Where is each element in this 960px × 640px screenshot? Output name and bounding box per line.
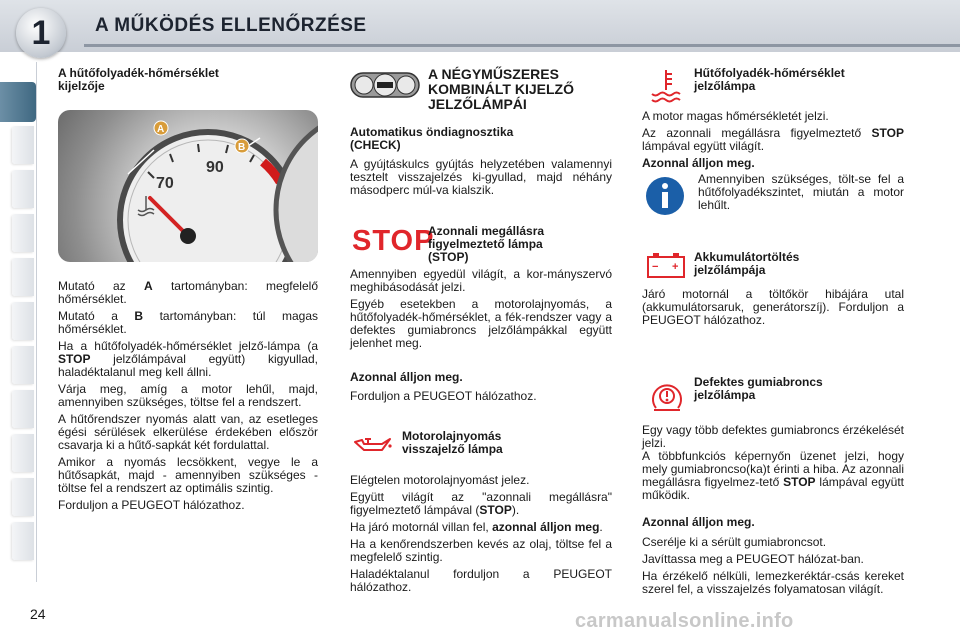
- paragraph: Egyéb esetekben a motorolajnyomás, a hűtőfolyadék-hőmérséklet, a fék-rendszer vagy a defektes gumiabroncs jelzőlámpákkal együtt jelenhet meg.: [350, 297, 612, 350]
- adjacent-gauge: [276, 110, 318, 262]
- battery-text: Járó motornál a töltőkör hibájára utal (akkumulátorsaruk, generátorszíj). Forduljon a PEUGEOT hálózathoz.: [642, 287, 904, 327]
- oil-can-icon: [352, 432, 392, 454]
- heading-line: Akkumulátortöltés: [694, 250, 800, 264]
- heading-line: Motorolajnyomás: [402, 429, 502, 443]
- flat-tyre-icon: [648, 378, 686, 414]
- chapter-tab[interactable]: [12, 258, 34, 296]
- paragraph: Ha érzékelő nélküli, lemezkeréktár-csás kereket szerel fel, a visszajelzés folyamatosan világít.: [642, 569, 904, 596]
- heading-line: Hűtőfolyadék-hőmérséklet: [694, 66, 845, 80]
- heading-line: (CHECK): [350, 138, 401, 152]
- paragraph: [350, 521, 612, 534]
- chapter-tab[interactable]: [12, 390, 34, 428]
- paragraph: Amennyiben egyedül világít, a kor-mányszervó meghibásodását jelzi.: [350, 267, 612, 294]
- chapter-tab[interactable]: [12, 302, 34, 340]
- paragraph: Cserélje ki a sérült gumiabroncsot.: [642, 535, 827, 549]
- check-text: A gyújtáskulcs gyújtás helyzetében valamennyi tesztelt visszajelzés ki-gyullad, majd néhány másodperc múl-va kialszik.: [350, 157, 612, 197]
- chapter-tab[interactable]: [12, 478, 34, 516]
- stop-now-heading: Azonnal álljon meg.: [350, 370, 463, 384]
- side-divider: [36, 62, 37, 582]
- coolant-gauge-drawing: [58, 110, 318, 262]
- chapter-tab-active[interactable]: [0, 82, 36, 122]
- coolant-gauge-image: [58, 110, 318, 262]
- bold-text: STOP: [479, 503, 512, 517]
- paragraph: [58, 340, 318, 379]
- battery-heading: [694, 251, 904, 277]
- label-a: A: [157, 124, 165, 135]
- tyre-text-2: [642, 536, 904, 596]
- paragraph: Egy vagy több defektes gumiabroncs érzékelését jelzi.: [642, 423, 904, 450]
- chapter-badge: 1: [16, 8, 66, 58]
- coolant-gauge-heading: [58, 67, 318, 93]
- gauge-tick-70: 70: [156, 175, 174, 192]
- paragraph: A hűtőrendszer nyomás alatt van, az esetleges égési sérülések elkerülése érdekében először csavarja ki a hűtő-sapkát két fordulattal.: [58, 412, 318, 452]
- watermark: carmanualsonline.info: [575, 610, 794, 632]
- stop-heading: [428, 225, 608, 264]
- text: Ha járó motornál villan fel,: [350, 520, 493, 534]
- tyre-heading: [694, 376, 904, 402]
- heading-line: JELZŐLÁMPÁI: [428, 96, 527, 112]
- paragraph: [642, 127, 904, 153]
- warning-lights-heading: [428, 67, 618, 112]
- heading-line: KOMBINÁLT KIJELZŐ: [428, 81, 574, 97]
- text: Mutató a: [58, 309, 135, 323]
- paragraph: [350, 491, 612, 517]
- oil-text: [350, 474, 612, 594]
- heading-line: (STOP): [428, 250, 469, 264]
- tyre-stop-now: Azonnal álljon meg.: [642, 515, 755, 529]
- bold-text: STOP: [783, 475, 816, 489]
- paragraph: Várja meg, amíg a motor lehűl, majd, amennyiben szükséges, töltse fel a rendszert.: [58, 382, 318, 409]
- chapter-tab[interactable]: [12, 434, 34, 472]
- heading-line: jelzőlámpája: [694, 263, 766, 277]
- text: Az azonnali megállásra figyelmeztető: [642, 126, 872, 140]
- paragraph: A motor magas hőmérsékletét jelzi.: [642, 109, 829, 123]
- heading-line: jelzőlámpa: [694, 388, 756, 402]
- chapter-tab[interactable]: [12, 522, 34, 560]
- page-title: A MŰKÖDÉS ELLENŐRZÉSE: [95, 15, 367, 36]
- heading-line: A NÉGYMŰSZERES: [428, 66, 559, 82]
- text: Együtt világít az "azonnali megállásra" figyelmeztető lámpával (: [350, 490, 612, 517]
- label-b: B: [238, 142, 246, 153]
- stop-text: [350, 268, 612, 350]
- bold-text: B: [134, 309, 144, 323]
- paragraph: Amikor a nyomás lecsökkent, vegye le a hűtősapkát, majd - amennyiben szükséges - töltse fel a rendszert az optimális szintig.: [58, 455, 318, 495]
- bold-text: azonnal álljon meg: [492, 520, 600, 534]
- text: Ha a hűtőfolyadék-hőmérséklet jelző-lámpa (a: [58, 339, 318, 353]
- coolant-light-text: [642, 110, 904, 153]
- heading-line: figyelmeztető lámpa: [428, 237, 543, 251]
- coolant-stop-now: Azonnal álljon meg.: [642, 156, 755, 170]
- bold-text: A: [143, 279, 153, 293]
- heading-line: Azonnali megállásra: [428, 224, 545, 238]
- battery-plus: +: [672, 261, 679, 273]
- needle-hub: [180, 228, 196, 244]
- text: ).: [511, 503, 520, 517]
- info-text: Amennyiben szükséges, tölt-se fel a hűtőfolyadékszintet, miután a motor lehűlt.: [698, 172, 904, 212]
- text: jelzőlámpával együtt) kigyullad, haladéktalanul meg kell állni.: [58, 352, 318, 379]
- instrument-cluster-icon: [350, 70, 420, 100]
- heading-line: Automatikus öndiagnosztika: [350, 125, 514, 139]
- gauge-tick-90: 90: [206, 159, 224, 176]
- chapter-tab[interactable]: [12, 346, 34, 384]
- text: tartományban: megfelelő hőmérséklet.: [58, 279, 318, 306]
- oil-heading: [402, 430, 602, 456]
- paragraph: Forduljon a PEUGEOT hálózathoz.: [58, 498, 245, 512]
- page-number: 24: [30, 606, 46, 622]
- chapter-tab[interactable]: [12, 126, 34, 164]
- text: tartományban: túl magas hőmérséklet.: [58, 309, 319, 336]
- chapter-tab[interactable]: [12, 170, 34, 208]
- text: .: [599, 520, 603, 534]
- bold-text: STOP: [58, 352, 91, 366]
- chapter-tab[interactable]: [12, 214, 34, 252]
- paragraph: Ha a kenőrendszerben kevés az olaj, töltse fel a megfelelő szintig.: [350, 537, 612, 564]
- text: lámpával együtt világít.: [642, 139, 765, 153]
- paragraph: [58, 310, 318, 336]
- heading-line: kijelzője: [58, 79, 105, 93]
- coolant-light-heading: [694, 67, 904, 93]
- paragraph: Javíttassa meg a PEUGEOT hálózat-ban.: [642, 552, 864, 566]
- paragraph: Haladéktalanul forduljon a PEUGEOT hálózathoz.: [350, 567, 612, 594]
- bold-text: STOP: [871, 126, 904, 140]
- heading-line: visszajelző lámpa: [402, 442, 503, 456]
- heading-line: jelzőlámpa: [694, 79, 756, 93]
- paragraph: [58, 280, 318, 306]
- tyre-text: [642, 424, 904, 502]
- text: Mutató az: [58, 279, 144, 293]
- battery-icon: [646, 252, 686, 278]
- stop-network-text: Forduljon a PEUGEOT hálózathoz.: [350, 389, 537, 403]
- heading-line: Defektes gumiabroncs: [694, 375, 823, 389]
- stop-warning-icon: STOP: [352, 225, 435, 257]
- heading-line: A hűtőfolyadék-hőmérséklet: [58, 66, 219, 80]
- coolant-temperature-icon: [646, 66, 686, 106]
- paragraph: [642, 450, 904, 502]
- check-heading: [350, 126, 610, 152]
- info-icon: [645, 176, 685, 216]
- text: lámpával együtt működik.: [642, 475, 904, 502]
- text: A többfunkciós képernyőn üzenet jelzi, hogy mely gumiabroncso(ka)t érinti a hiba. Az azonnali megállásra figyelmez-tető: [642, 449, 904, 489]
- paragraph: Elégtelen motorolajnyomást jelez.: [350, 473, 530, 487]
- battery-minus: −: [652, 261, 659, 273]
- column1-text: [58, 280, 318, 512]
- title-underline: [84, 44, 960, 47]
